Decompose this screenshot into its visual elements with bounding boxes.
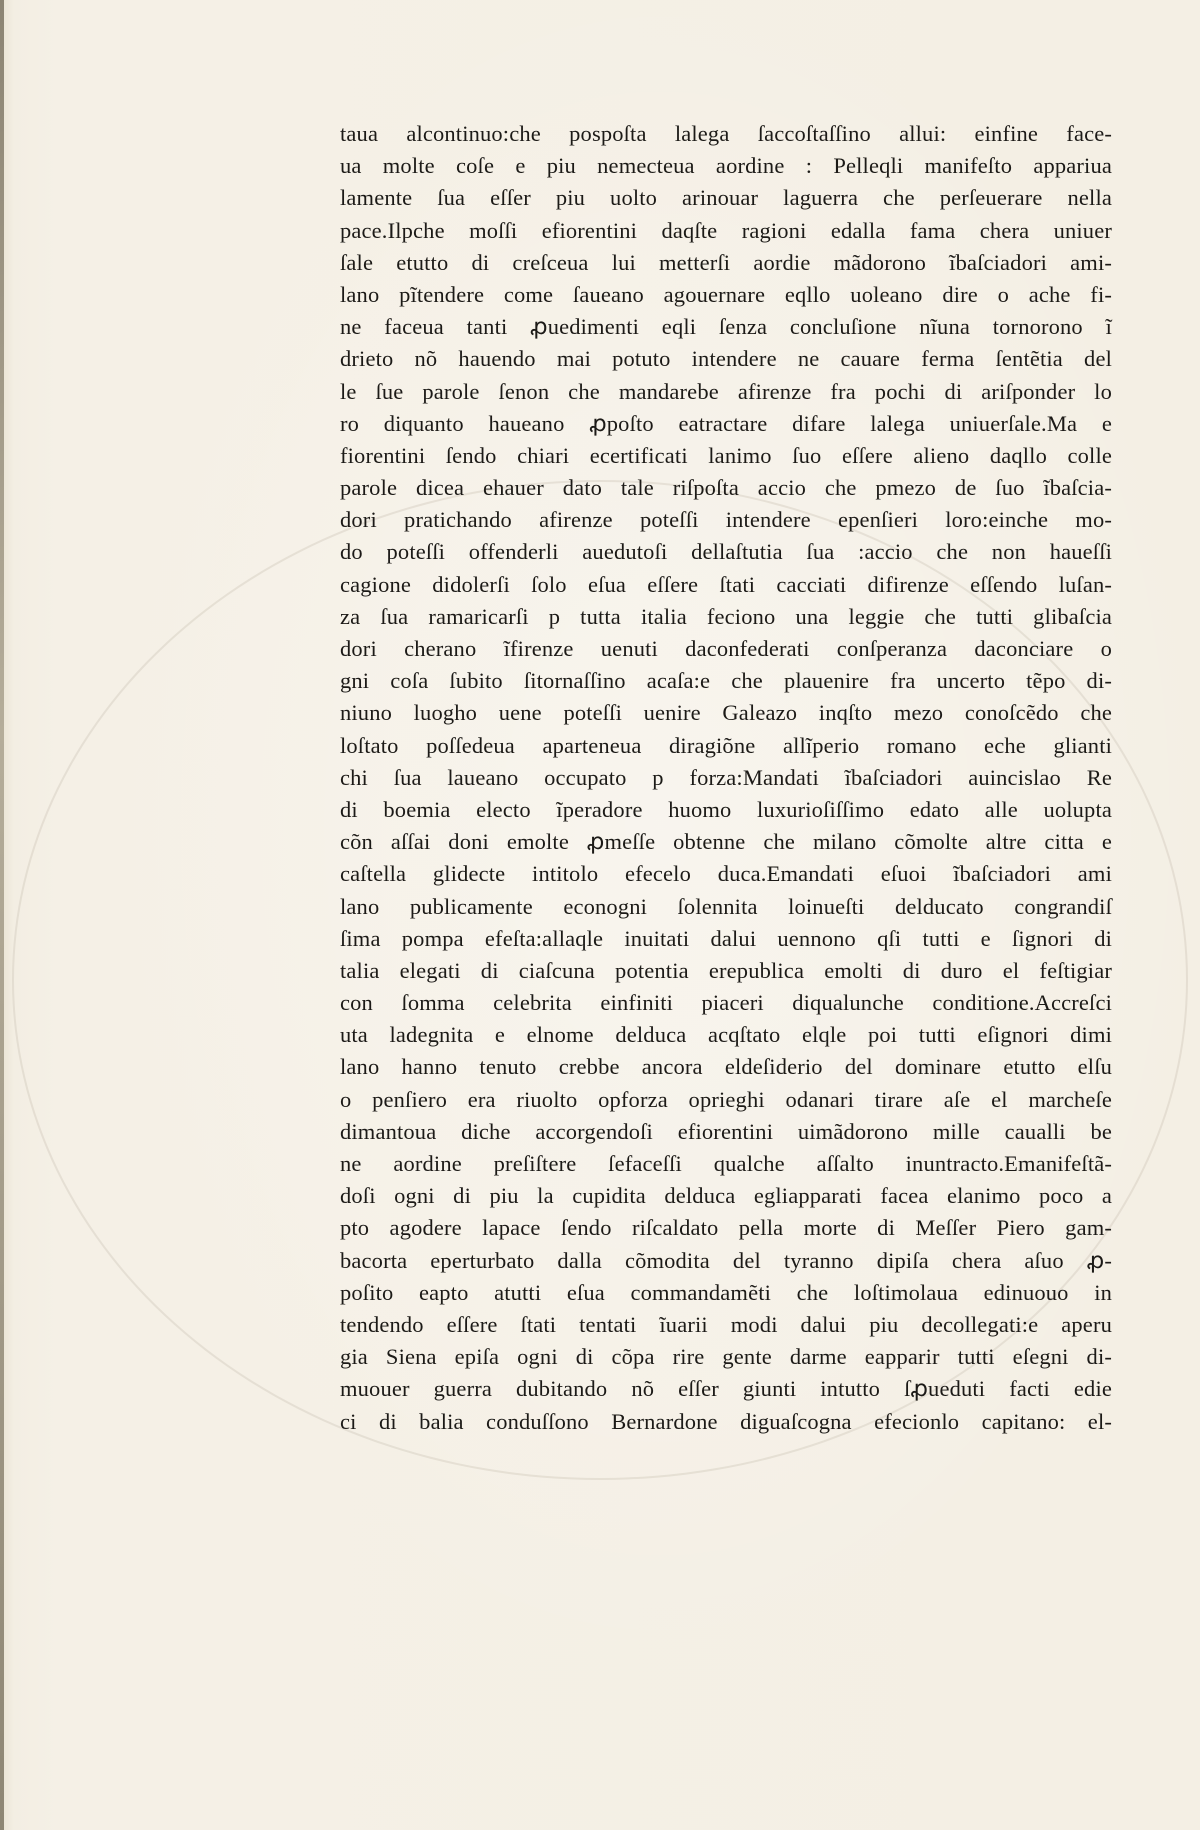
text-line: do poteſſi offenderli auedutoſi dellaſtutia ſua :accio che non haueſſi <box>340 539 1112 565</box>
text-line: pace.Ilpche moſſi efiorentini daqſte ragioni edalla fama chera uniuer <box>340 217 1112 243</box>
text-line: parole dicea ehauer dato tale riſpoſta accio che pmezo de ſuo ĩbaſcia- <box>340 475 1112 501</box>
text-line: ſima pompa efeſta:allaqle inuitati dalui uennono qſi tutti e ſignori di <box>340 925 1112 951</box>
text-line: ci di balia conduſſono Bernardone diguaſcogna efecionlo capitano: el- <box>340 1408 1112 1434</box>
text-line: gia Siena epiſa ogni di cõpa rire gente darme eapparir tutti eſegni di- <box>340 1344 1112 1370</box>
text-line: fiorentini ſendo chiari ecertificati lanimo ſuo eſſere alieno daqllo colle <box>340 442 1112 468</box>
text-line: lano hanno tenuto crebbe ancora eldeſiderio del dominare etutto elſu <box>340 1054 1112 1080</box>
text-line: ro diquanto haueano ꝓpoſto eatractare difare lalega uniuerſale.Ma e <box>340 410 1112 436</box>
text-line: le ſue parole ſenon che mandarebe afirenze fra pochi di ariſponder lo <box>340 378 1112 404</box>
text-line: dori cherano ĩfirenze uenuti daconfederati conſperanza daconciare o <box>340 636 1112 661</box>
text-line: con ſomma celebrita einfiniti piaceri diqualunche conditione.Accreſci <box>340 990 1112 1016</box>
text-line: gni coſa ſubito ſitornaſſino acaſa:e che plauenire fra uncerto tẽpo di- <box>340 668 1112 694</box>
text-line: o penſiero era riuolto opforza oprieghi odanari tirare aſe el marcheſe <box>340 1086 1112 1112</box>
text-line: caſtella glidecte intitolo efecelo duca.Emandati eſuoi ĩbaſciadori ami <box>340 861 1112 887</box>
text-line: lamente ſua eſſer piu uolto arinouar laguerra che perſeuerare nella <box>340 185 1112 211</box>
text-line: dimantoua diche accorgendoſi efiorentini uimãdorono mille caualli be <box>340 1118 1112 1144</box>
text-line: poſito eapto atutti eſua commandamẽti che loſtimolaua edinuouo in <box>340 1279 1112 1305</box>
text-line: muouer guerra dubitando nõ eſſer giunti intutto ſꝓueduti facti edie <box>340 1376 1112 1402</box>
text-line: niuno luogho uene poteſſi uenire Galeazo inqſto mezo conoſcẽdo che <box>340 700 1112 726</box>
text-line: ne faceua tanti ꝓuedimenti eqli ſenza concluſione nĩuna tornorono ĩ <box>340 314 1112 340</box>
text-line: dori pratichando afirenze poteſſi intendere epenſieri loro:einche mo- <box>340 507 1112 533</box>
text-line: cõn aſſai doni emolte ꝓmeſſe obtenne che milano cõmolte altre citta e <box>340 829 1112 855</box>
text-line: loſtato poſſedeua aparteneua diragiõne allĩperio romano eche glianti <box>340 732 1112 758</box>
text-line: drieto nõ hauendo mai potuto intendere ne cauare ferma ſentẽtia del <box>340 346 1112 372</box>
text-column <box>340 118 1112 1438</box>
text-line: tendendo eſſere ſtati tentati ĩuarii modi dalui piu decollegati:e aperu <box>340 1311 1112 1337</box>
text-line: bacorta eperturbato dalla cõmodita del tyranno dipiſa chera aſuo ꝓ- <box>340 1247 1112 1273</box>
text-line: ſale etutto di creſceua lui metterſi aordie mãdorono ĩbaſciadori ami- <box>340 249 1112 275</box>
text-line: cagione didolerſi ſolo eſua eſſere ſtati cacciati difirenze eſſendo luſan- <box>340 571 1112 597</box>
text-line: lano pĩtendere come ſaueano agouernare eqllo uoleano dire o ache fi- <box>340 281 1112 307</box>
text-line: lano publicamente econogni ſolennita loinueſti delducato congrandiſ <box>340 893 1112 919</box>
text-line: di boemia electo ĩperadore huomo luxurioſiſſimo edato alle uolupta <box>340 796 1112 822</box>
text-line: talia elegati di ciaſcuna potentia erepublica emolti di duro el feſtigiar <box>340 957 1112 983</box>
text-line: pto agodere lapace ſendo riſcaldato pella morte di Meſſer Piero gam- <box>340 1215 1112 1241</box>
text-line: doſi ogni di piu la cupidita delduca egliapparati facea elanimo poco a <box>340 1183 1112 1209</box>
text-line: za ſua ramaricarſi p tutta italia feciono una leggie che tutti glibaſcia <box>340 603 1112 629</box>
page-edge <box>0 0 4 1830</box>
text-line: ne aordine preſiſtere ſefaceſſi qualche aſſalto inuntracto.Emanifeſtã- <box>340 1151 1112 1176</box>
text-line: taua alcontinuo:che pospoſta lalega ſaccoſtaſſino allui: einfine face- <box>340 121 1112 146</box>
text-line: ua molte coſe e piu nemectеua aordine : Pelleqli manifeſto appariua <box>340 153 1112 179</box>
text-line: chi ſua laueano occupato p forza:Mandati ĩbaſciadori auincislao Re <box>340 764 1112 790</box>
text-line: uta ladegnita e elnome delduca acqſtato elqle poi tutti eſignori dimi <box>340 1022 1112 1048</box>
